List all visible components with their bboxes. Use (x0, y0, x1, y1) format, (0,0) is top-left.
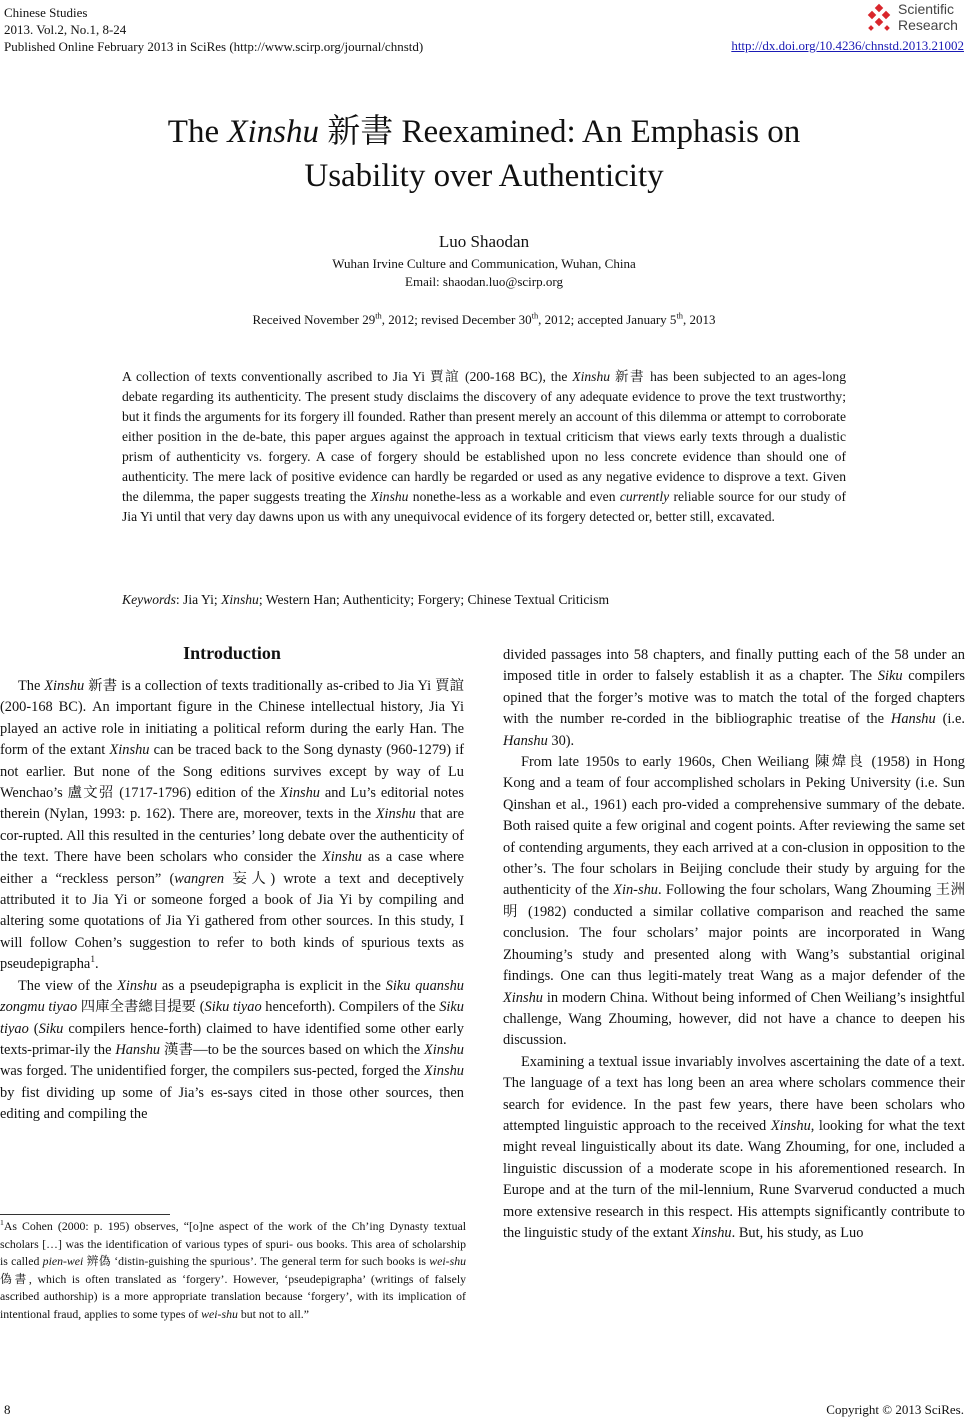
doi-link[interactable]: http://dx.doi.org/10.4236/chnstd.2013.21002 (731, 38, 964, 53)
footnote-marker[interactable]: 1 (90, 955, 95, 966)
footnote: $^1$As Cohen (2000: p. 195) observes, “[o]ne aspect of the work of the Ch’ing Dynasty textual scholars […] was the identification of various types of spuri- ous books. This area of scholarship is called pien-wei 辨偽 ‘distin-guishing the spurious’. The general term for such books is wei-shu 偽書, which is often translated as ‘forgery’. However, ‘pseudepigrapha’ (writings of falsely ascribed authorship) is a more appropriate translation because ‘forgery’, with its implication of intentional fraud, applies to some types of wei-shu but not to all.” (0, 1218, 466, 1321)
paragraph: The view of the Xinshu as a pseudepigrapha is explicit in the Siku quanshu zongmu tiyao 四庫全書總目提要 (Siku tiyao henceforth). Compilers of the Siku tiyao (Siku compilers hence-forth) claimed to have identified some other early texts-primar-ily the Hanshu 漢書—to be the sources based on which the Xinshu was forged. The unidentified forger, the compilers sus-pected, forged the Xinshu by fist dividing up some of Jia’s es-says cited in those other sources, then editing and compiling the (0, 977, 464, 1123)
paragraph: From late 1950s to early 1960s, Chen Weiliang 陳煒良 (1958) in Hong Kong and a team of four accomplished scholars in Peking University (i.e. Sun Qinshan et al., 1961) each pro-vided a comprehensive summary of the debate. Both raised quite a few original and cogent points. After reviewing the same set of contending arguments, they each arrived at a con-clusion in opposition to the other’s. The four scholars in Beijing conclude their study by arguing for the authenticity of the Xin-shu. Following the four scholars, Wang Zhouming 王洲明 (1982) conducted a similar collative comparison and reached the same conclusion. The four scholars’ major points are incorporated in Wang Zhouming’s study and presented along with Wang’s substantial original findings. One can thus legiti-mately treat Wang as a major defender of the Xinshu in modern China. Without being informed of Chen Weiliang’s insightful challenge, Wang Zhouming, however, did not have a chance to deepen his discussion. (503, 754, 966, 1049)
paragraph: divided passages into 58 chapters, and finally putting each of the 58 under an imposed title in order to falsely establish it as a chapter. The Siku compilers opined that the forger’s motive was to match the total of the forged chapters with the number re-corded in the bibliographic treatise of the Hanshu (i.e. Hanshu 30). (503, 647, 965, 749)
author-affiliation: Wuhan Irvine Culture and Communication, Wuhan, China (332, 256, 636, 271)
page-number: 8 (4, 1402, 11, 1417)
copyright: Copyright © 2013 SciRes. (826, 1402, 964, 1417)
author-name: Luo Shaodan (438, 232, 530, 251)
logo-text-research: Research (898, 17, 958, 33)
column-right (503, 645, 965, 1244)
keywords: Keywords: Jia Yi; Xinshu; Western Han; Authenticity; Forgery; Chinese Textual Criticism (122, 592, 610, 607)
footnote-divider (0, 1214, 170, 1215)
publisher-logo (864, 0, 964, 36)
scientific-research-logo-icon (864, 3, 894, 33)
abstract: A collection of texts conventionally ascribed to Jia Yi 賈誼 (200-168 BC), the Xinshu 新書 has been subjected to an ages-long debate regarding its authenticity. The present study disclaims the discovery of any adequate evidence to prove the text trustworthy; but it finds the arguments for its forgery ill founded. Rather than present merely an account of this dilemma or attempt to corroborate either position in the de-bate, this paper argues against the approach in textual criticism that views early texts through a dualistic prism of authenticity vs. forgery. A case of forgery should be established upon no less concrete evidence than should one of authenticity. The mere lack of positive evidence can hardly be regarded or used as any negative evidence to disprove a text. Given the dilemma, the paper suggests treating the Xinshu nonethe-less as a workable and even currently reliable source for our study of Jia Yi until that very day dawns upon us with any unequivocal evidence of its forgery detected or, better still, excavated. (122, 369, 846, 524)
paragraph: Examining a textual issue invariably involves ascertaining the date of a text. The language of a text has long been an area where scholars commence their search for evidence. In the past few years, there have been scholars who attempted linguistic approach to the received Xinshu, looking for what the text might reveal linguistically about its date. Wang Zhouming, for one, included a linguistic discussion of a moderate scope in his aforementioned research. In Europe and at the turn of the mil-lennium, Rune Svarverud conducted a much more extensive research in this respect. His attempts significantly contribute to the linguistic study of the extant Xinshu. But, his study, as Luo (503, 1053, 965, 1241)
journal-header (4, 4, 423, 55)
logo-text-scientific: Scientific (898, 1, 955, 17)
journal-volume: 2013. Vol.2, No.1, 8-24 (4, 22, 127, 37)
paper-title: The Xinshu 新書 Reexamined: An Emphasis on Usability over Authenticity (167, 114, 801, 194)
author-email: Email: shaodan.luo@scirp.org (405, 274, 563, 289)
journal-name: Chinese Studies (4, 5, 88, 20)
section-heading: Introduction (183, 643, 281, 663)
paragraph: The Xinshu 新書 is a collection of texts traditionally as-cribed to Jia Yi 賈誼 (200-168 BC). An important figure in the Chinese intellectual history, Jia Yi played an active role in initiating a political reform during the early Han. The form of the extant Xinshu can be traced back to the Song dynasty (960-1279) if not earlier. But none of the Song editions survives except by way of Lu Wenchao’s 盧文弨 (1717-1796) edition of the Xinshu and Lu’s editorial notes therein (Nylan, 1993: p. 162). There are, moreover, texts in the Xinshu that are cor-rupted. All this resulted in the centuries’ long debate over the authenticity of the text. There have been scholars who consider the Xinshu as a case where either a “reckless person” (wangren 妄人) wrote a text and deceptively attributed it to Jia Yi or someone forged a book of Jia Yi by compiling and altering some quotations of Jia Yi gathered from other sources. In this study, I will follow Cohen’s suggestion to refer to both kinds of spurious texts as pseudepigrapha$^1$. (0, 678, 465, 973)
column-left (0, 676, 464, 1126)
received-dates: Received November 29th, 2012; revised December 30th, 2012; accepted January 5th, 2013 (252, 310, 716, 327)
publication-info: Published Online February 2013 in SciRes (http://www.scirp.org/journal/chnstd) (4, 39, 424, 54)
